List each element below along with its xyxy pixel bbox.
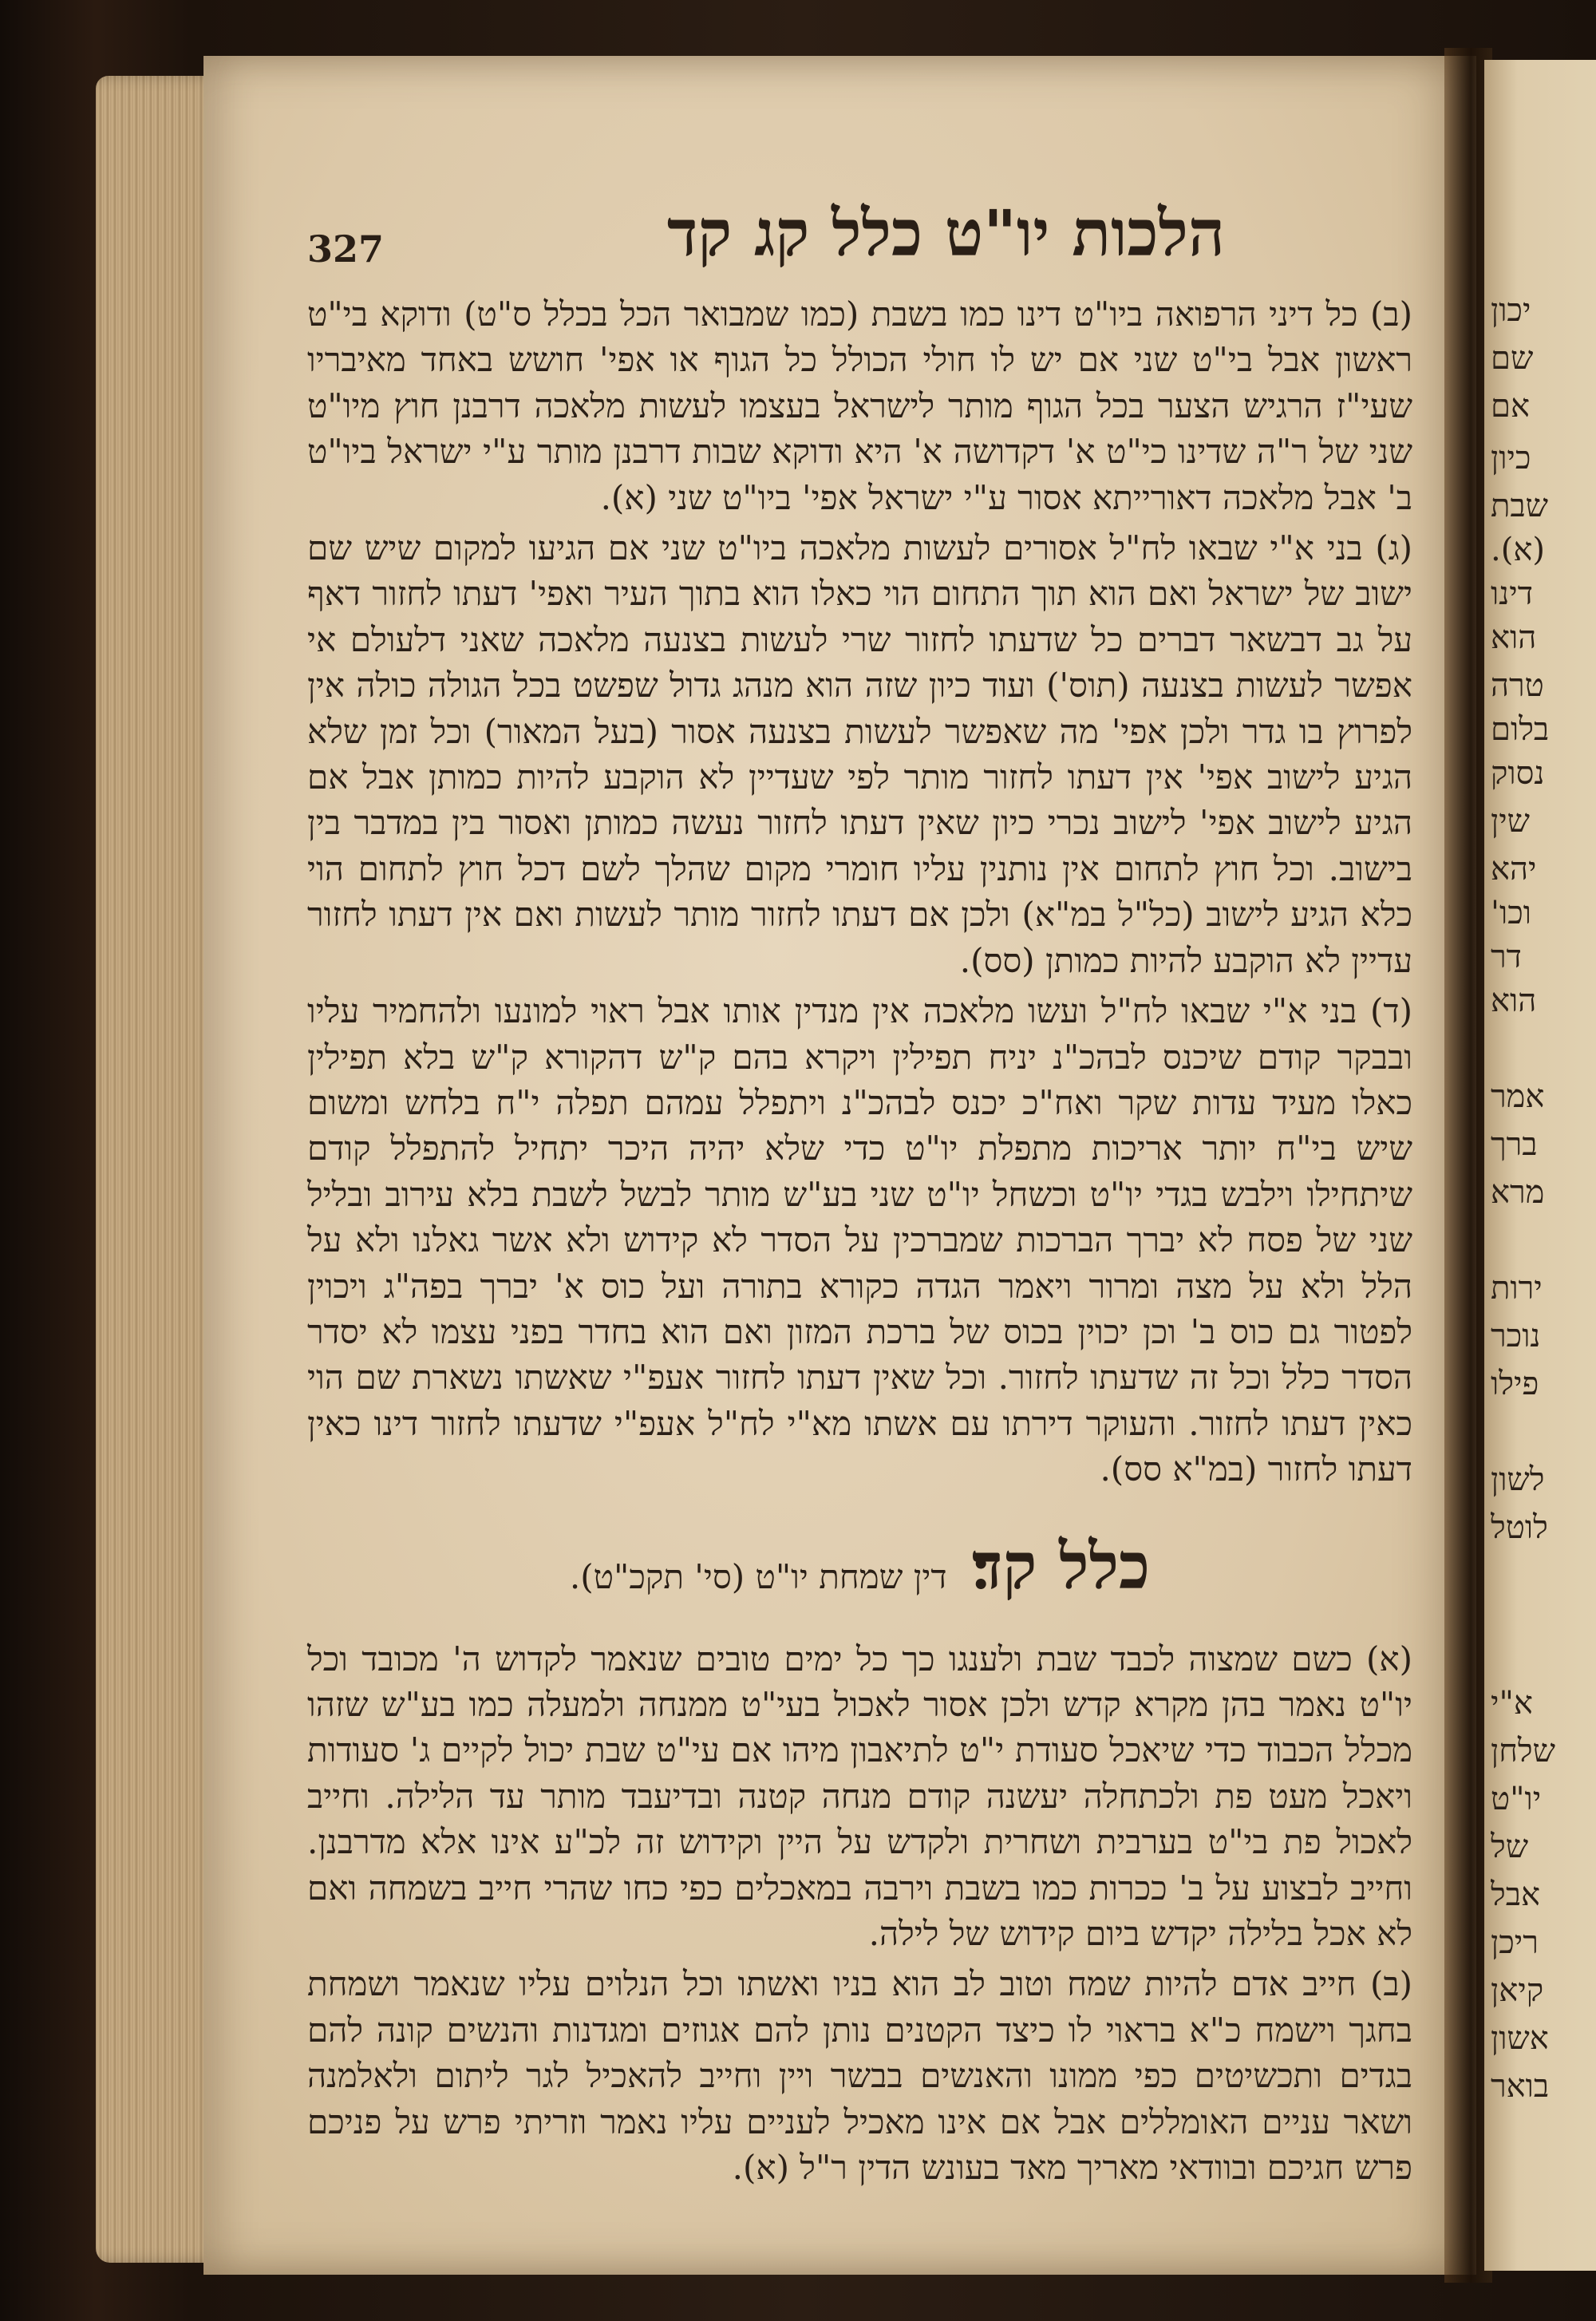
right-page-word: דינו <box>1491 575 1533 612</box>
right-page-word: אשון <box>1491 2020 1549 2057</box>
right-page-word: דר <box>1491 939 1522 975</box>
right-page-word: פילו <box>1491 1366 1539 1402</box>
right-page-word: טרה <box>1491 667 1544 704</box>
right-page-word: שם <box>1491 340 1534 377</box>
right-page-word: של <box>1491 1829 1529 1865</box>
right-page-word: ריכן <box>1491 1924 1539 1961</box>
right-page-word: יהא <box>1491 851 1537 888</box>
page-content <box>307 172 1412 2195</box>
section-title: דין שמחת יו"ט (סי' תקכ"ט). <box>569 1556 947 1596</box>
right-page-word: אם <box>1491 388 1530 425</box>
right-page-word: וכו' <box>1491 895 1532 931</box>
right-page-word: לשון <box>1491 1461 1545 1498</box>
paragraph-dalet: (ד) בני א"י שבאו לח"ל ועשו מלאכה אין מנדין אותו אבל ראוי למונעו ולהחמיר עליו ובבקר קודם שיכנס לבהכ"נ יניח תפילין ויקרא בהם ק"ש דהקורא ק"ש בלא תפילין כאלו מעיד עדות שקר ואח"כ יכנס לבהכ"נ ויתפלל עמהם תפלה י"ח בלחש ומשום שיש בי"ח יותר אריכות מתפלת יו"ט כדי שלא יהיה היכר יתחיל להתפלל קודם שיתחילו וילבש בגדי יו"ט וכשחל יו"ט שני בע"ש מותר לבשל לשבת בלא עירוב ובליל שני של פסח לא יברך הברכות שמברכין על הסדר לא קידוש ולא אשר גאלנו ולא על הלל ולא על מצה ומרור ויאמר הגדה כקורא בתורה ועל כוס א' יברך בפה"ג ויכוין לפטור גם כוס ב' וכן יכוין בכוס של ברכת המזון ואם הוא בחדר בפני עצמו לא יסדר הסדר כלל וכל זה שדעתו לחזור. וכל שאין דעתו לחזור אעפ"י שאשתו נשארת שם הוי כאין דעתו לחזור. והעוקר דירתו עם אשתו מא"י לח"ל אעפ"י שדעתו לחזור דינו כאין דעתו לחזור (במ"א סס). <box>307 991 1413 1489</box>
right-page-word: יו"ט <box>1491 1781 1542 1817</box>
right-page-word: נוכר <box>1491 1318 1541 1354</box>
right-page-word: (א). <box>1491 532 1545 568</box>
right-page-fragment <box>1484 60 1596 2271</box>
running-head: הלכות יו"ט כלל קג קד <box>666 196 1225 271</box>
page-header <box>307 172 1412 291</box>
right-page-word: כיון <box>1491 440 1531 476</box>
right-page-word: אבל <box>1491 1876 1540 1913</box>
right-page-word: אמר <box>1491 1078 1545 1115</box>
right-page-word: יכון <box>1491 292 1531 329</box>
right-page-word: מרא <box>1491 1174 1545 1211</box>
right-page-word: הוא <box>1491 983 1537 1019</box>
right-page-word: ברך <box>1491 1126 1538 1163</box>
right-page-word: שבת <box>1491 488 1548 524</box>
right-page-word: הוא <box>1491 619 1537 656</box>
page-edges <box>96 76 219 2263</box>
section-heading <box>307 1528 1412 1604</box>
page-number: 327 <box>307 227 385 271</box>
right-page-word: בואר <box>1491 2068 1550 2105</box>
section-label: כלל קד׃ <box>972 1528 1151 1603</box>
right-page-word: לוטל <box>1491 1509 1548 1546</box>
right-page-word: ירות <box>1491 1270 1543 1307</box>
paragraph-bet-2: (ב) חייב אדם להיות שמח וטוב לב הוא בניו ואשתו וכל הנלוים עליו שנאמר ושמחת בחגך וישמח כ"א בראוי לו כיצד הקטנים נותן להם אגוזים ומגדנות והנשים קונה להם בגדים ותכשיטים כפי ממונו והאנשים בבשר ויין וחייב להאכיל לגר ליתום ולאלמנה ושאר עניים האומללים אבל אם אינו מאכיל לעניים עליו נאמר וזריתי פרש על פניכם פרש חגיכם ובוודאי מאריך מאד בעונש הדין ר"ל (א). <box>307 1964 1413 2188</box>
right-page-word: שלחן <box>1491 1733 1555 1769</box>
right-page-word: קיאן <box>1491 1972 1544 2009</box>
right-page-word: נסוק <box>1491 755 1545 792</box>
paragraph-gimel: (ג) בני א"י שבאו לח"ל אסורים לעשות מלאכה ביו"ט שני אם הגיעו למקום שיש שם ישוב של ישראל ואם הוא תוך התחום הוי כאלו הוא בתוך העיר ואפי' דעתו לחזור דאף על גב דבשאר דברים כל שדעתו לחזור שרי לעשות בצנעה מלאכה שאני דלעולם אי אפשר לעשות בצנעה (תוס') ועוד כיון שזה הוא מנהג גדול שפשט בכל הגולה כולה אין לפרוץ בו גדר ולכן אפי' מה שאפשר לעשות בצנעה אסור (בעל המאור) וכל זמן שלא הגיע לישוב אפי' אין דעתו לחזור מותר לפי שעדיין לא הוקבע להיות כמותן אבל אם הגיע לישוב אפי' לישוב נכרי כיון שאין דעתו לחזור נעשה כמותן ואסור בין במדבר בין בישוב. וכל חוץ לתחום אין נותנין עליו חומרי מקום שהלך לשם דכל חוץ לתחום הוי כלא הגיע לישוב (כל"ל במ"א) ולכן אם דעתו לחזור מותר לעשות ואם אין דעתו לחזור עדיין לא הוקבע להיות כמותן (סס). <box>307 528 1412 980</box>
right-page-word: שין <box>1491 803 1531 840</box>
paragraph-bet: (ב) כל דיני הרפואה ביו"ט דינו כמו בשבת (כמו שמבואר הכל בכלל ס"ט) ודוקא בי"ט ראשון אבל בי"ט שני אם יש לו חולי הכולל כל הגוף או אפי' חושש באחד מאיבריו שעי"ז הרגיש הצער בכל הגוף מותר לישראל בעצמו לעשות מלאכה דרבנן חוץ מיו"ט שני של ר"ה שדינו כי"ט א' דקדושה א' היא ודוקא שבות דרבנן מותר ע"י ישראל ביו"ט ב' אבל מלאכה דאורייתא אסור ע"י ישראל אפי' ביו"ט שני (א). <box>307 295 1412 517</box>
right-page-word: א"י <box>1491 1685 1533 1722</box>
right-page-word: בלום <box>1491 711 1550 748</box>
paragraph-alef: (א) כשם שמצוה לכבד שבת ולענגו כך כל ימים טובים שנאמר לקדוש ה' מכובד וכל יו"ט נאמר בהן מקרא קדש ולכן אסור לאכול בעי"ט ממנחה ולמעלה כמו בע"ש שזהו מכלל הכבוד כדי שיאכל סעודת י"ט לתיאבון מיהו אם עי"ט שבת יכול לקיים ג' סעודות ויאכל מעט פת ולכתחלה יעשנה קודם מנחה קטנה ובדיעבד מותר עד הלילה. וחייב לאכול פת בי"ט בערבית ושחרית ולקדש על היין וקידוש זה לכ"ע אינו אלא מדרבנן. וחייב לבצוע על ב' ככרות כמו בשבת וירבה במאכלים כפי כחו שהרי חייב בשמחה ואם לא אכל בלילה יקדש ביום קידוש של לילה. <box>307 1639 1412 1953</box>
